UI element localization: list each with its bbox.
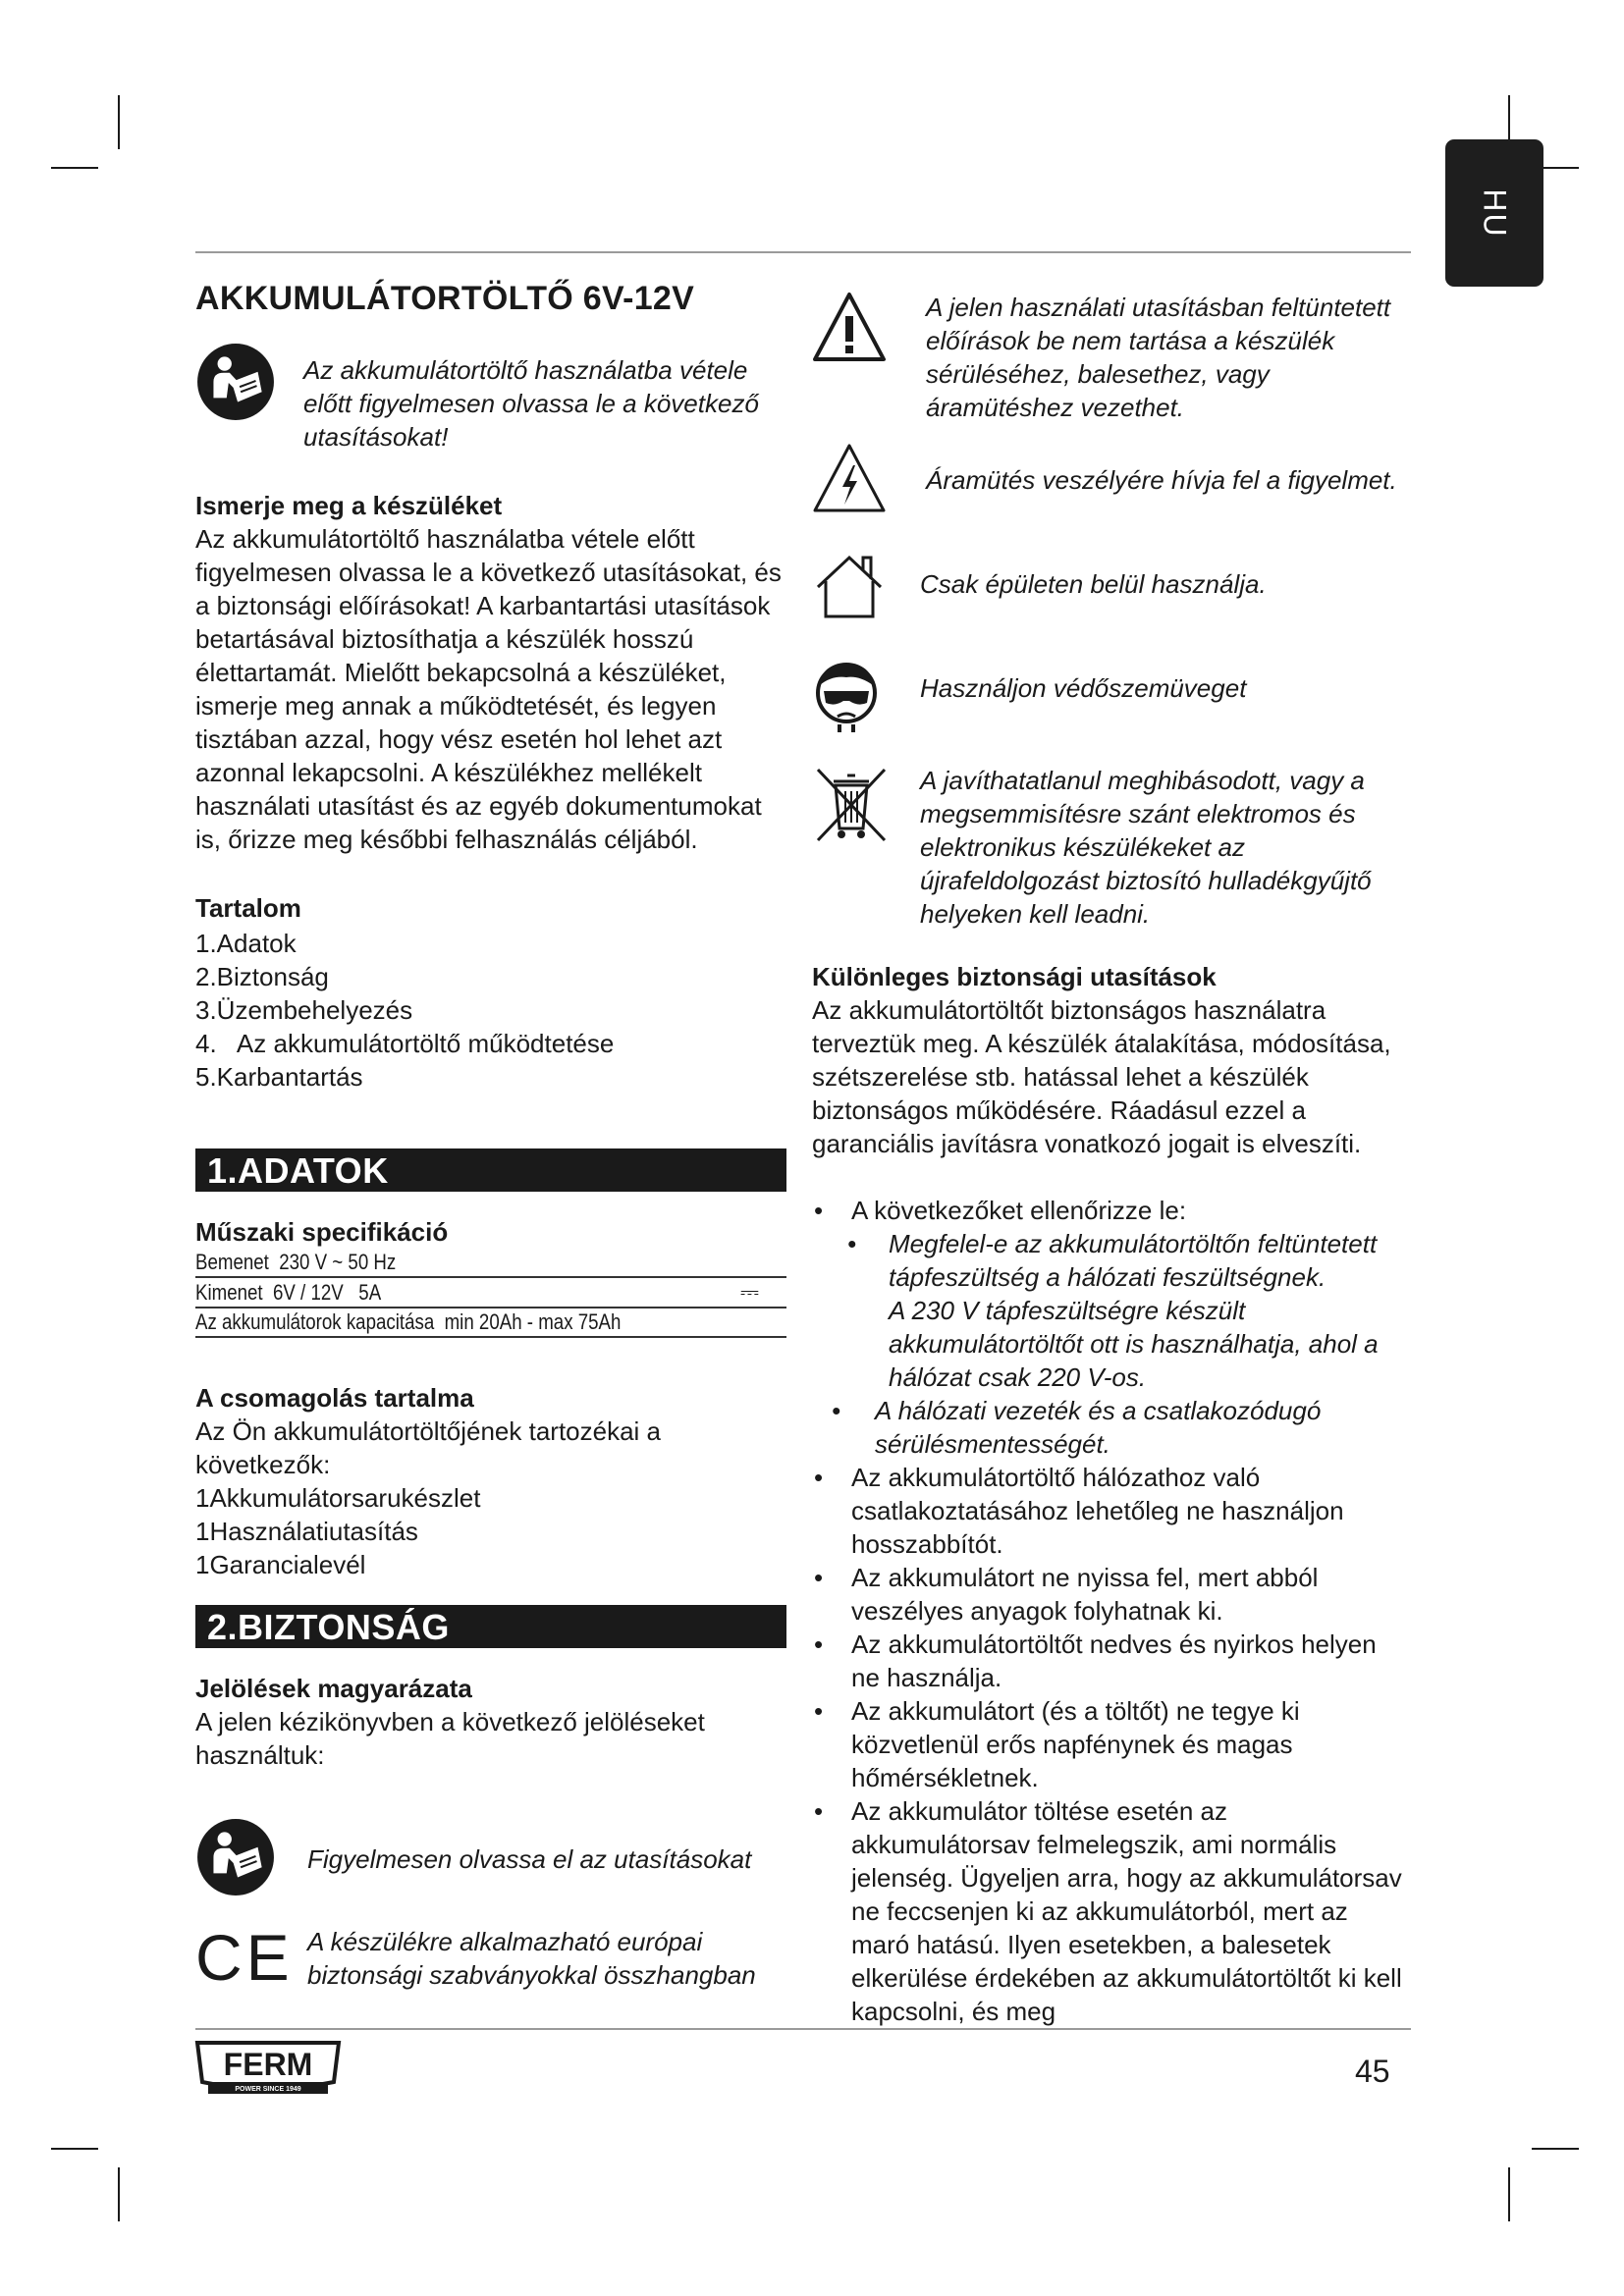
spec-cell: Kimenet 6V / 12V 5A <box>195 1279 382 1305</box>
spec-cell: Bemenet 230 V ~ 50 Hz <box>195 1250 397 1274</box>
crop-mark <box>51 2148 98 2150</box>
electric-shock-icon <box>812 442 920 524</box>
safety-goggles-icon <box>812 656 920 742</box>
weee-text: A javíthatatlanul meghibásodott, vagy a megsemmisítésre szánt elektromos és elektronikus készülékeket az újrafeldolgozást biztosító hulladékgyűjtő helyeken kell leadni. <box>920 766 1372 929</box>
crop-mark <box>118 2167 120 2221</box>
special-text: Az akkumulátortöltőt biztonságos használatra terveztük meg. A készülék átalakítása, módosítása, szétszerelése stb. hatással lehet a készülék biztonságos működésére. Ráadásul ezzel a garanciális javításra vonatkozó jogait is elveszíti. <box>812 995 1391 1158</box>
contents-item: 5.Karbantartás <box>195 1062 363 1092</box>
read-manual-icon <box>195 1817 303 1905</box>
list-item: • Az akkumulátort ne nyissa fel, mert abból veszélyes anyagok folyhatnak ki. <box>812 1561 1411 1628</box>
contents-heading: Tartalom <box>195 893 301 923</box>
spec-row <box>195 1277 786 1308</box>
header-rule <box>195 251 1411 253</box>
warning-row <box>812 291 1411 424</box>
svg-text:FERM: FERM <box>223 2047 313 2082</box>
list-item: • A következőket ellenőrizze le: <box>812 1194 1411 1227</box>
indoor-text: Csak épületen belül használja. <box>920 569 1267 599</box>
left-column <box>195 277 786 1992</box>
contents-item: 2.Biztonság <box>195 962 329 991</box>
section-heading-biztonsag: 2.BIZTONSÁG <box>195 1605 786 1648</box>
list-item: • Az akkumulátortöltő hálózathoz való csatlakoztatásához lehetőleg ne használjon hosszabbítót. <box>812 1461 1411 1561</box>
crop-mark <box>118 95 120 149</box>
special-heading: Különleges biztonsági utasítások <box>812 962 1217 991</box>
package-intro: Az Ön akkumulátortöltőjének tartozékai a következők: <box>195 1416 662 1479</box>
list-item: • A hálózati vezeték és a csatlakozódugó sérülésmentességét. <box>812 1394 1411 1461</box>
symbol-ce-row <box>195 1921 786 1994</box>
list-item: • Az akkumulátort (és a töltőt) ne tegye ki közvetlenül erős napfénynek és magas hőmérsékletnek. <box>812 1694 1411 1794</box>
svg-text:POWER SINCE 1949: POWER SINCE 1949 <box>235 2086 301 2093</box>
list-item: A 230 V tápfeszültségre készült akkumulátortöltőt ott is használhatja, ahol a hálózat csak 220 V-os. <box>889 1296 1379 1392</box>
contents-item: 4. Az akkumulátortöltő működtetése <box>195 1029 615 1058</box>
crossed-bin-icon <box>812 764 920 854</box>
safety-list <box>812 1194 1411 2028</box>
crop-mark <box>1508 2167 1510 2221</box>
crop-mark <box>51 167 98 169</box>
goggles-row <box>812 656 1411 742</box>
warning-text: A jelen használati utasításban feltüntetett előírások be nem tartása a készülék sérüléséhez, balesethez, vagy áramütéshez vezethet. <box>926 293 1391 422</box>
crop-mark <box>1532 2148 1579 2150</box>
symbol-ce-text: A készülékre alkalmazható európai biztonsági szabványokkal összhangban <box>307 1927 756 1990</box>
shock-text: Áramütés veszélyére hívja fel a figyelmet. <box>926 465 1397 495</box>
ce-mark-icon: CE <box>195 1921 294 1994</box>
ferm-logo <box>194 2039 342 2098</box>
weee-row <box>812 764 1411 931</box>
language-tab: HU <box>1445 139 1543 287</box>
contents-item: 1.Adatok <box>195 929 297 958</box>
goggles-text: Használjon védőszemüveget <box>920 673 1247 703</box>
package-item: 1Használatiutasítás <box>195 1517 418 1546</box>
spec-cell: Az akkumulátorok kapacitása min 20Ah - max 75Ah <box>195 1309 622 1334</box>
right-column <box>812 291 1411 2028</box>
spec-row <box>195 1249 786 1277</box>
indoor-row <box>812 552 1411 628</box>
contents-list <box>195 927 786 1094</box>
footer-rule <box>195 2028 1411 2030</box>
page-title: AKKUMULÁTORTÖLTŐ 6V-12V <box>195 280 695 317</box>
contents-item: 3.Üzembehelyezés <box>195 995 413 1025</box>
dc-symbol-icon: ⎓ <box>739 1278 759 1306</box>
intro-text: Az akkumulátortöltő használatba vétele előtt figyelmesen olvassa le a következő utasításokat! <box>303 355 759 452</box>
symbols-intro: A jelen kézikönyvben a következő jelöléseket használtuk: <box>195 1707 705 1770</box>
section-heading-adatok: 1.ADATOK <box>195 1148 786 1192</box>
package-item: 1Garancialevél <box>195 1550 366 1579</box>
read-manual-icon <box>195 342 303 430</box>
symbol-read-text: Figyelmesen olvassa el az utasításokat <box>307 1844 752 1874</box>
intro-row <box>195 342 786 454</box>
list-item: • Az akkumulátor töltése esetén az akkumulátorsav felmelegszik, ami normális jelenség. Ügyeljen arra, hogy az akkumulátorsav ne feccsenjen ki az akkumulátorból, mert az maró hatású. Ilyen esetekben, a balesetek elkerülése érdekében az akkumulátortöltőt ki kell kapcsolni, és meg <box>812 1794 1411 2028</box>
list-item: • Megfelel-e az akkumulátortöltőn feltüntetett tápfeszültség a hálózati feszültségnek. <box>812 1227 1411 1294</box>
package-item: 1Akkumulátorsarukészlet <box>195 1483 481 1513</box>
list-item: • Az akkumulátortöltőt nedves és nyirkos helyen ne használja. <box>812 1628 1411 1694</box>
know-heading: Ismerje meg a készüléket <box>195 491 503 520</box>
spec-row <box>195 1308 786 1337</box>
shock-row <box>812 442 1411 524</box>
spec-table <box>195 1249 786 1338</box>
house-icon <box>812 552 920 628</box>
page-number: 45 <box>1355 2054 1390 2089</box>
know-text: Az akkumulátortöltő használatba vétele előtt figyelmesen olvassa le a következő utasításokat, és a biztonsági előírásokat! A karbantartási utasítások betartásával biztosíthatja a készülék hosszú élettartamát. Mielőtt bekapcsolná a készüléket, ismerje meg annak a működtetését, és legyen tisztában azzal, hogy vész esetén hol lehet azt azonnal lekapcsolni. A készülékhez mellékelt használati utasítást és az egyéb dokumentumokat is, őrizze meg későbbi felhasználás céljából. <box>195 524 782 854</box>
symbols-heading: Jelölések magyarázata <box>195 1674 472 1703</box>
warning-triangle-icon <box>812 291 920 373</box>
spec-heading: Műszaki specifikáció <box>195 1217 449 1247</box>
package-heading: A csomagolás tartalma <box>195 1383 474 1413</box>
symbol-read-row <box>195 1817 786 1905</box>
